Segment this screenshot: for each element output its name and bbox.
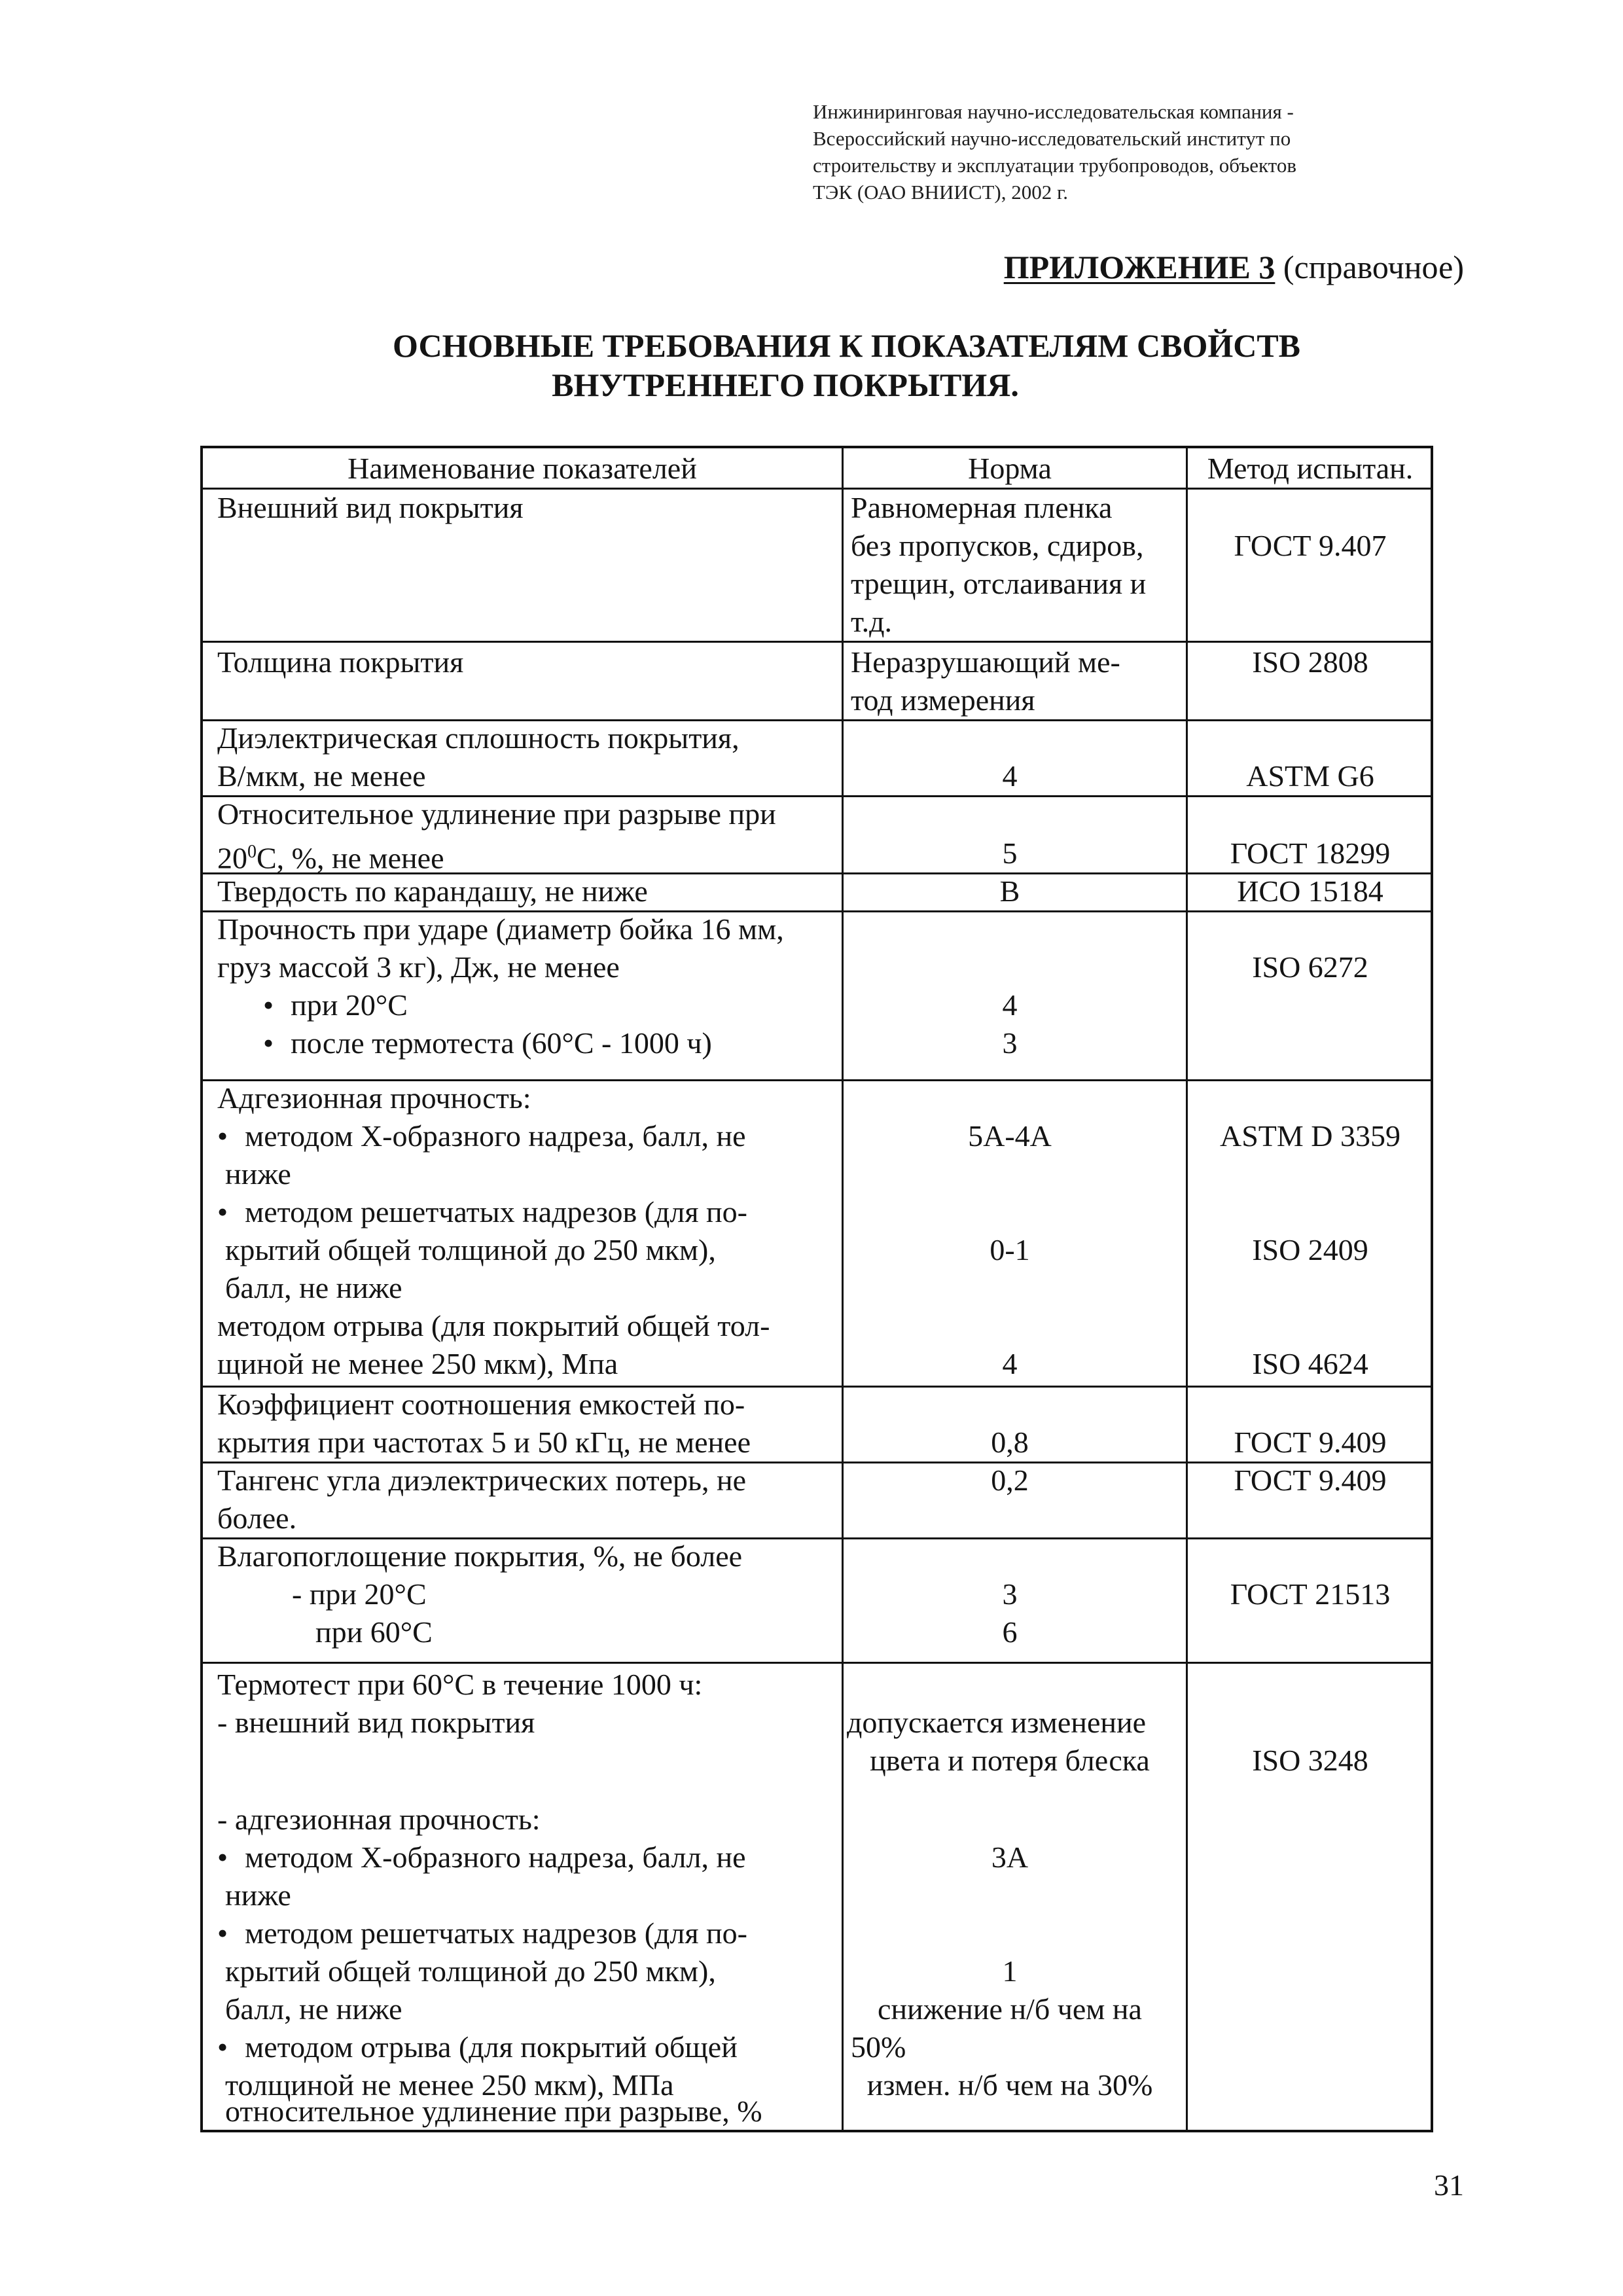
indicator-subitem: крытий общей толщиной до 250 мкм), bbox=[225, 1954, 716, 1988]
indicator-name: В/мкм, не менее bbox=[217, 759, 426, 793]
norm-value: т.д. bbox=[851, 605, 893, 638]
norm-value: 4 bbox=[1002, 759, 1018, 793]
column-header: Наименование показателей bbox=[348, 452, 697, 485]
header-line: строительству и эксплуатации трубопроводов, объектов bbox=[813, 154, 1296, 177]
publisher-header bbox=[813, 98, 1467, 206]
indicator-name: Термотест при 60°С в течение 1000 ч: bbox=[217, 1668, 703, 1701]
test-method: ASTM D 3359 bbox=[1219, 1119, 1401, 1153]
indicator-subitem: • методом решетчатых надрезов (для по- bbox=[217, 1914, 747, 1952]
indicator-name: груз массой 3 кг), Дж, не менее bbox=[217, 950, 620, 984]
norm-value: 5 bbox=[1002, 836, 1018, 870]
indicator-name: Толщина покрытия bbox=[217, 645, 464, 679]
row-divider bbox=[203, 641, 1431, 643]
norm-value: 5А-4А bbox=[968, 1119, 1052, 1153]
indicator-subitem: балл, не ниже bbox=[225, 1271, 402, 1304]
norm-value: цвета и потеря блеска bbox=[870, 1744, 1150, 1777]
indicator-subitem: - внешний вид покрытия bbox=[217, 1706, 535, 1739]
column-header: Метод испытан. bbox=[1207, 452, 1414, 485]
indicator-name: Твердость по карандашу, не ниже bbox=[217, 874, 648, 908]
indicator-subitem: - при 20°С bbox=[292, 1577, 427, 1611]
row-divider bbox=[203, 1662, 1431, 1664]
norm-value: 6 bbox=[1002, 1615, 1018, 1649]
indicator-subitem: балл, не ниже bbox=[225, 1992, 402, 2026]
indicator-name: Диэлектрическая сплошность покрытия, bbox=[217, 721, 740, 755]
indicator-subitem: • методом решетчатых надрезов (для по- bbox=[217, 1193, 747, 1231]
header-line: Инжиниринговая научно-исследовательская компания - bbox=[813, 100, 1294, 123]
appendix-title: ПРИЛОЖЕНИЕ 3 bbox=[1003, 249, 1275, 285]
norm-value: 4 bbox=[1002, 1347, 1018, 1380]
indicator-subitem: методом отрыва (для покрытий общей тол- bbox=[217, 1309, 770, 1342]
page-title bbox=[393, 326, 1301, 404]
norm-value: 3 bbox=[1002, 1577, 1018, 1611]
indicator-subitem: • методом Х-образного надреза, балл, не bbox=[217, 1839, 746, 1876]
indicator-name: крытия при частотах 5 и 50 кГц, не менее bbox=[217, 1426, 751, 1459]
indicator-subitem: • методом Х-образного надреза, балл, не bbox=[217, 1117, 746, 1155]
indicator-subitem: относительное удлинение при разрыве, % bbox=[225, 2094, 762, 2128]
header-line: Всероссийский научно-исследовательский институт по bbox=[813, 127, 1291, 150]
norm-value: 50% bbox=[851, 2030, 906, 2064]
indicator-name: более. bbox=[217, 1501, 297, 1535]
indicator-subitem: • после термотеста (60°С - 1000 ч) bbox=[263, 1024, 712, 1062]
test-method: ISO 3248 bbox=[1252, 1744, 1368, 1777]
test-method: ИСО 15184 bbox=[1237, 874, 1383, 908]
norm-value: Равномерная пленка bbox=[851, 491, 1113, 524]
appendix-label bbox=[1004, 247, 1464, 287]
degree-superscript: 0 bbox=[247, 842, 257, 862]
test-method: ГОСТ 21513 bbox=[1230, 1577, 1391, 1611]
indicator-name: Адгезионная прочность: bbox=[217, 1081, 531, 1115]
indicator-subitem: ниже bbox=[225, 1878, 291, 1912]
title-line-1: ОСНОВНЫЕ ТРЕБОВАНИЯ К ПОКАЗАТЕЛЯМ СВОЙСТВ bbox=[393, 327, 1301, 364]
test-method: ГОСТ 9.409 bbox=[1234, 1426, 1387, 1459]
indicator-subitem: ниже bbox=[225, 1157, 291, 1191]
indicator-name-rest: С, %, не менее bbox=[257, 841, 444, 875]
indicator-name: Относительное удлинение при разрыве при bbox=[217, 797, 776, 831]
indicator-subitem: щиной не менее 250 мкм), Мпа bbox=[217, 1347, 618, 1380]
indicator-subitem: • при 20°С bbox=[263, 986, 408, 1024]
title-line-2: ВНУТРЕННЕГО ПОКРЫТИЯ. bbox=[552, 367, 1019, 403]
test-method: ISO 2808 bbox=[1252, 645, 1368, 679]
indicator-name bbox=[217, 833, 444, 877]
indicator-name: Прочность при ударе (диаметр бойка 16 мм, bbox=[217, 912, 784, 946]
indicator-name: Внешний вид покрытия bbox=[217, 491, 524, 524]
norm-value: 0,2 bbox=[991, 1463, 1029, 1497]
test-method: ISO 6272 bbox=[1252, 950, 1368, 984]
indicator-subitem: • методом отрыва (для покрытий общей bbox=[217, 2028, 738, 2066]
norm-value: без пропусков, сдиров, bbox=[851, 529, 1144, 562]
test-method: ISO 2409 bbox=[1252, 1233, 1368, 1266]
norm-value: измен. н/б чем на 30% bbox=[866, 2068, 1153, 2102]
norm-value: допускается изменение bbox=[847, 1706, 1147, 1739]
indicator-name: Влагопоглощение покрытия, %, не более bbox=[217, 1539, 743, 1573]
indicator-subitem: толщиной не менее 250 мкм), МПа bbox=[225, 2068, 674, 2102]
indicator-name: Коэффициент соотношения емкостей по- bbox=[217, 1388, 745, 1421]
test-method: ГОСТ 9.407 bbox=[1234, 529, 1387, 562]
indicator-name: Тангенс угла диэлектрических потерь, не bbox=[217, 1463, 747, 1497]
norm-value: снижение н/б чем на bbox=[878, 1992, 1142, 2026]
norm-value: тод измерения bbox=[851, 683, 1035, 717]
norm-value: В bbox=[999, 874, 1020, 908]
norm-value: 0,8 bbox=[991, 1426, 1029, 1459]
requirements-table bbox=[200, 446, 1433, 2132]
indicator-subitem: - адгезионная прочность: bbox=[217, 1803, 541, 1836]
norm-value: 3 bbox=[1002, 1026, 1018, 1060]
indicator-subitem: при 60°С bbox=[315, 1615, 433, 1649]
norm-value: Неразрушающий ме- bbox=[851, 645, 1120, 679]
column-divider bbox=[1186, 448, 1188, 2130]
temperature-value: 20 bbox=[217, 841, 247, 875]
norm-value: 0-1 bbox=[990, 1233, 1030, 1266]
column-divider bbox=[842, 448, 844, 2130]
test-method: ASTM G6 bbox=[1246, 759, 1374, 793]
appendix-note: (справочное) bbox=[1283, 249, 1464, 285]
test-method: ISO 4624 bbox=[1252, 1347, 1368, 1380]
header-line: ТЭК (ОАО ВНИИСТ), 2002 г. bbox=[813, 181, 1068, 204]
norm-value: 3А bbox=[991, 1840, 1029, 1874]
norm-value: трещин, отслаивания и bbox=[851, 567, 1147, 600]
norm-value: 1 bbox=[1002, 1954, 1018, 1988]
column-header: Норма bbox=[968, 452, 1052, 485]
page-number: 31 bbox=[1434, 2168, 1464, 2202]
test-method: ГОСТ 9.409 bbox=[1234, 1463, 1387, 1497]
indicator-subitem: крытий общей толщиной до 250 мкм), bbox=[225, 1233, 716, 1266]
norm-value: 4 bbox=[1002, 988, 1018, 1022]
test-method: ГОСТ 18299 bbox=[1230, 836, 1391, 870]
